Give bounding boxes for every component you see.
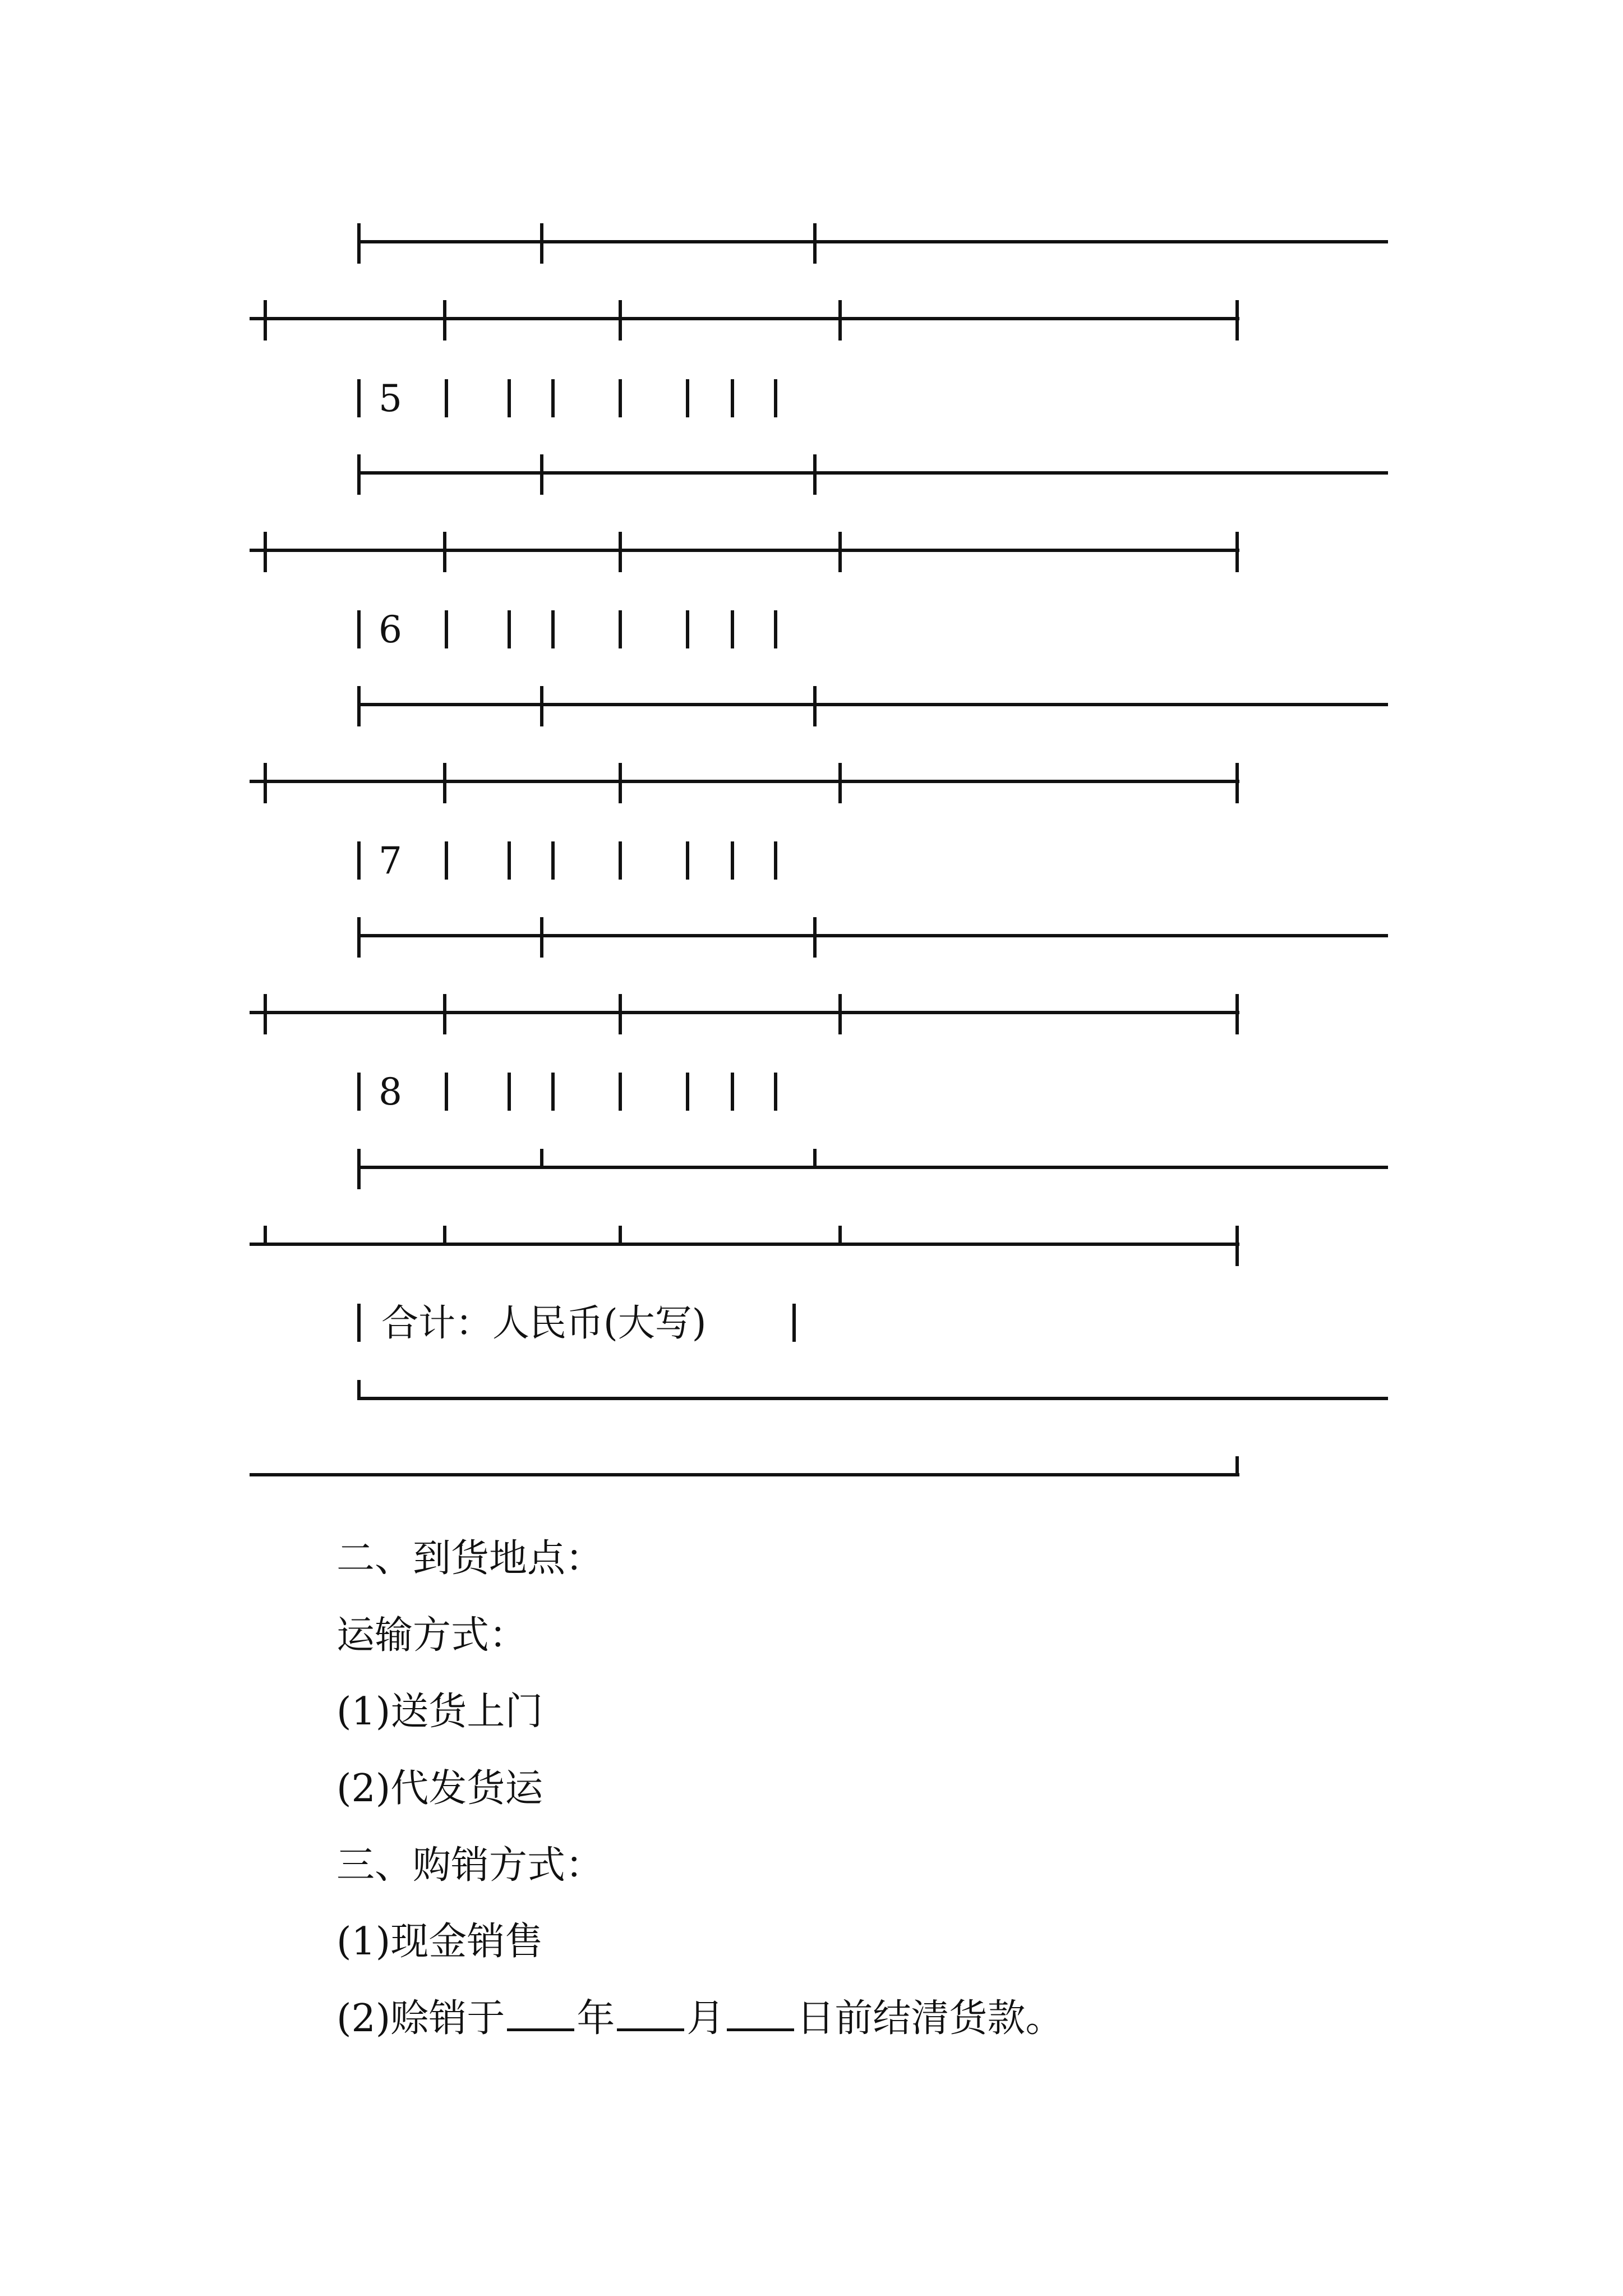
month-blank <box>617 2025 684 2031</box>
sales-option-2-prefix: (2)赊销于 <box>336 1996 505 2041</box>
transport-label: 运输方式： <box>336 1613 528 1658</box>
transport-option-1: (1)送货上门 <box>336 1690 543 1734</box>
year-label: 年 <box>577 1996 615 2041</box>
row-number: 7 <box>379 839 402 882</box>
row-number: 8 <box>379 1070 402 1114</box>
sales-heading: 三、购销方式： <box>336 1843 604 1888</box>
sales-option-2 <box>336 1996 1064 2041</box>
month-label: 月 <box>686 1996 725 2041</box>
day-blank <box>727 2025 794 2031</box>
delivery-heading: 二、到货地点： <box>336 1536 604 1581</box>
total-label: 合计：人民币(大写) <box>381 1301 707 1345</box>
year-blank <box>507 2025 574 2031</box>
sales-option-1: (1)现金销售 <box>336 1920 543 1964</box>
transport-option-2: (2)代发货运 <box>336 1766 543 1811</box>
row-number: 6 <box>379 608 402 651</box>
sales-option-2-suffix: 日前结清货款。 <box>796 1996 1064 2041</box>
row-number: 5 <box>379 377 402 420</box>
